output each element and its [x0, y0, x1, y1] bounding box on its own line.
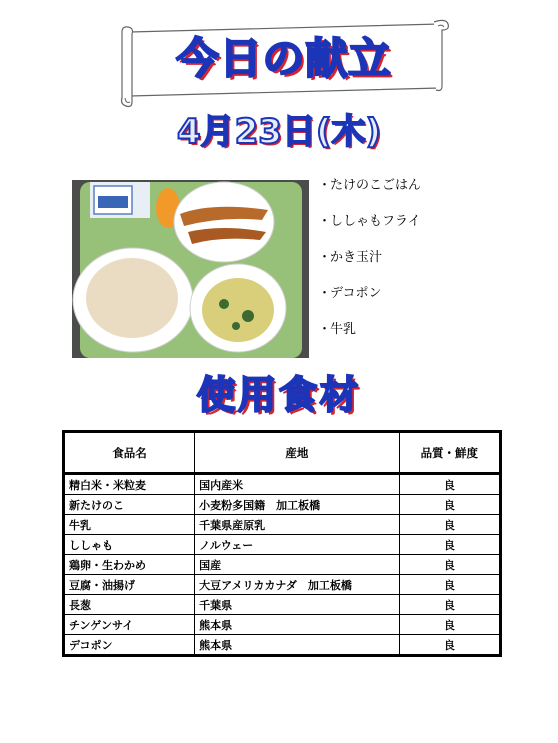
menu-item: ・牛乳 — [318, 322, 357, 337]
table-header-row — [64, 432, 501, 474]
table-row: 鶏卵・生わかめ 国産 良 — [64, 555, 501, 575]
ingredients-table-wrap — [62, 430, 502, 657]
table-row: 豆腐・油揚げ 大豆アメリカカナダ 加工板橋 良 — [64, 575, 501, 595]
header-food-name: 食品名 — [64, 432, 195, 474]
table-row: 精白米・米粒麦 国内産米 良 — [64, 474, 501, 495]
menu-item: ・たけのこごはん — [318, 178, 422, 193]
menu-item: ・デコポン — [318, 286, 382, 301]
ingredients-heading: 使用食材 — [196, 373, 361, 417]
table-row: ししゃも ノルウェー 良 — [64, 535, 501, 555]
table-row: 長葱 千葉県 良 — [64, 595, 501, 615]
lunch-photo — [72, 180, 309, 358]
table-row: 牛乳 千葉県産原乳 良 — [64, 515, 501, 535]
table-row: 新たけのこ 小麦粉多国籍 加工板橋 良 — [64, 495, 501, 515]
table-row: チンゲンサイ 熊本県 良 — [64, 615, 501, 635]
menu-item: ・かき玉汁 — [318, 250, 383, 265]
ingredients-table — [62, 430, 502, 657]
header-quality: 品質・鮮度 — [399, 432, 500, 474]
menu-item: ・ししゃもフライ — [318, 214, 421, 229]
menu-date: 4月23日(木) — [176, 112, 382, 152]
table-row: デコポン 熊本県 良 — [64, 635, 501, 656]
page-title: 今日の献立 — [176, 34, 392, 83]
title-banner — [116, 18, 452, 108]
menu-list — [318, 178, 421, 358]
header-origin: 産地 — [195, 432, 400, 474]
